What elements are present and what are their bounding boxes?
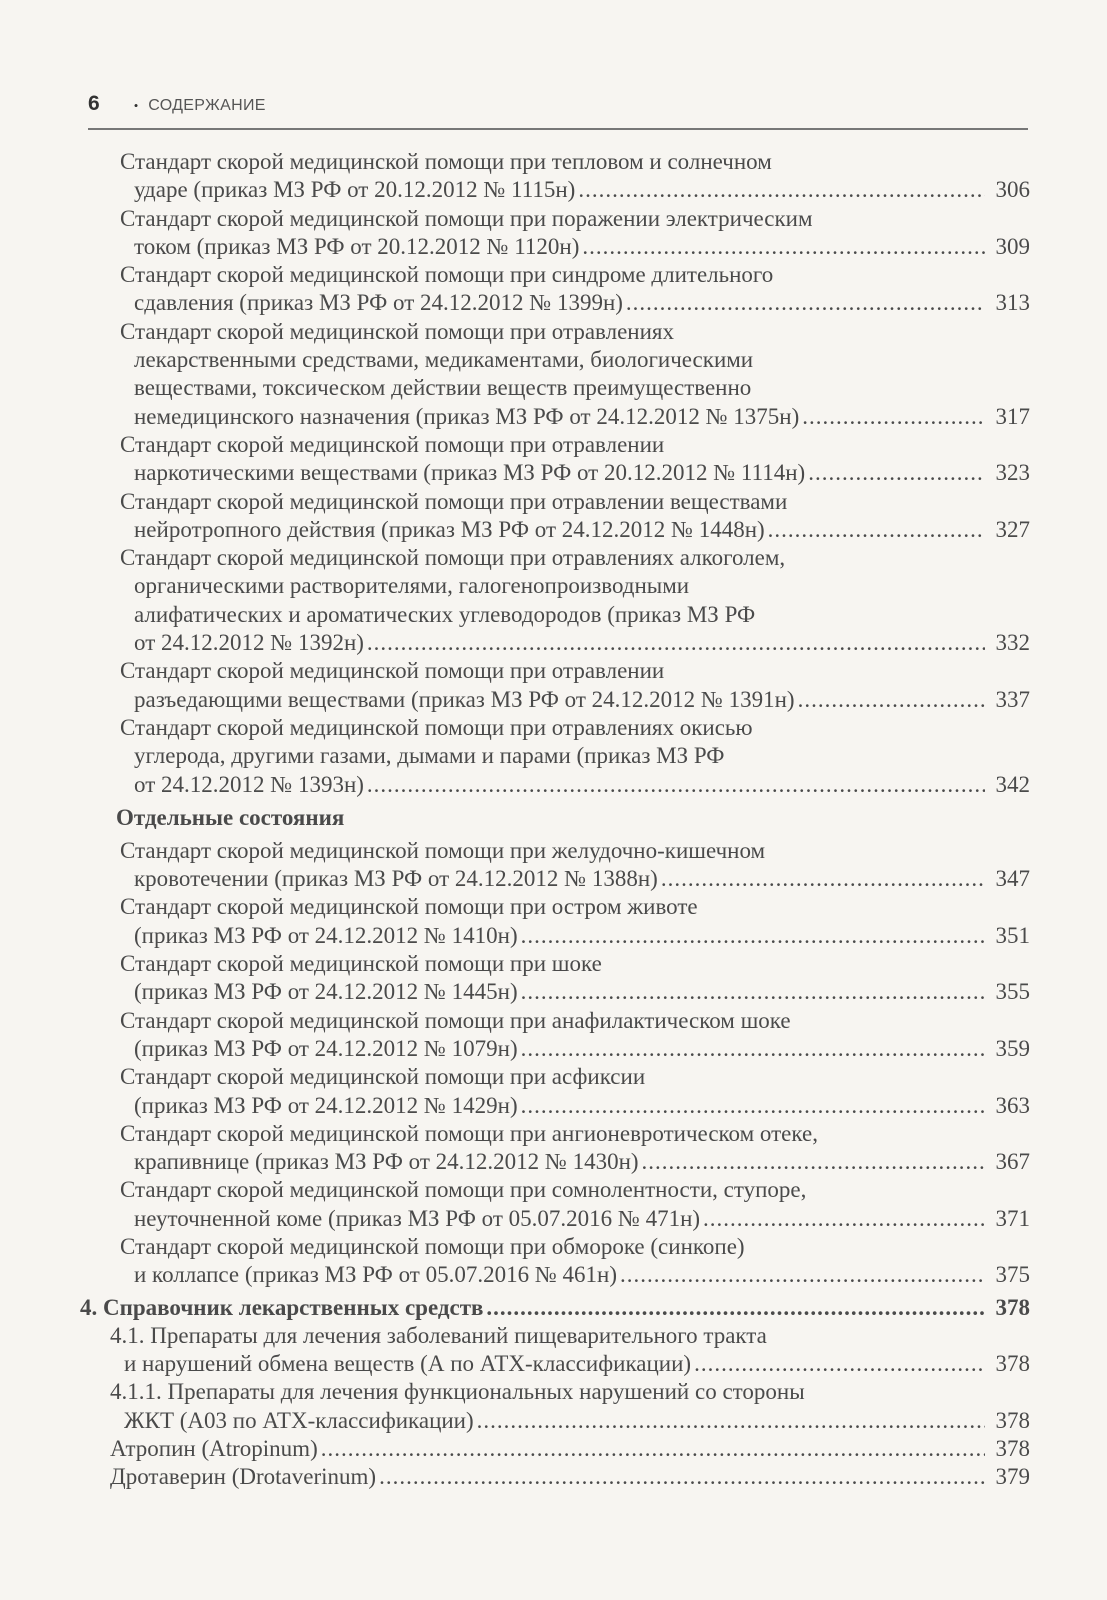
dot-leader (661, 865, 985, 893)
toc-entry-page: 378 (995, 1407, 1030, 1433)
dot-leader (578, 176, 985, 204)
toc-entry[interactable] (80, 657, 1030, 714)
toc-entry-text: Стандарт скорой медицинской помощи при отравлениях окисью (120, 714, 753, 740)
toc-entry-page: 337 (995, 686, 1030, 712)
toc-entry[interactable] (80, 1063, 1030, 1120)
header-bullet: • (133, 98, 139, 113)
toc-entry-text: Стандарт скорой медицинской помощи при остром животе (120, 894, 698, 920)
toc-entry-text: и коллапсе (приказ МЗ РФ от 05.07.2016 № 461н) (134, 1262, 617, 1288)
toc-entry-text: Стандарт скорой медицинской помощи при ангионевротическом отеке, (120, 1120, 818, 1146)
toc-entry-text: Дротаверин (Drotaverinum) (110, 1464, 377, 1490)
toc-entry[interactable] (80, 714, 1030, 799)
toc-entry-page: 367 (995, 1149, 1030, 1175)
toc-entry-page: 351 (995, 922, 1030, 948)
toc-chapter-title: 4. Справочник лекарственных средств (80, 1294, 484, 1320)
toc-entry-text: Стандарт скорой медицинской помощи при обмороке (синкопе) (120, 1233, 745, 1259)
toc-entry[interactable] (80, 1120, 1030, 1177)
toc-entry[interactable] (80, 1378, 1030, 1435)
toc-entry-text: наркотическими веществами (приказ МЗ РФ от 20.12.2012 № 1114н) (134, 460, 806, 486)
toc-entry[interactable] (80, 1176, 1030, 1233)
toc-entry-page: 309 (995, 233, 1030, 259)
toc-entry[interactable] (80, 1463, 1030, 1491)
toc-entry-text: Стандарт скорой медицинской помощи при синдроме длительного (120, 262, 774, 288)
toc-entry-page: 363 (995, 1092, 1030, 1118)
toc-entry-text: нейротропного действия (приказ МЗ РФ от 24.12.2012 № 1448н) (134, 516, 765, 542)
dot-leader (486, 1294, 985, 1322)
toc-chapter[interactable] (80, 1294, 1030, 1322)
dot-leader (367, 629, 985, 657)
toc-entry-text: Стандарт скорой медицинской помощи при поражении электрическим (120, 205, 813, 231)
toc-entry-text: немедицинского назначения (приказ МЗ РФ от 24.12.2012 № 1375н) (134, 403, 800, 429)
toc-entry-page: 379 (995, 1464, 1030, 1490)
dot-leader (521, 922, 985, 950)
toc-entry-text: лекарственными средствами, медикаментами, биологическими (134, 347, 754, 373)
toc-entry-page: 306 (995, 177, 1030, 203)
toc-entry-text: ударе (приказ МЗ РФ от 20.12.2012 № 1115н) (134, 177, 576, 203)
toc-entry-text: Стандарт скорой медицинской помощи при отравлениях алкоголем, (120, 545, 786, 571)
header-section-title: СОДЕРЖАНИЕ (148, 97, 266, 114)
toc-entry-page: 355 (995, 979, 1030, 1005)
dot-leader (703, 1205, 985, 1233)
dot-leader (477, 1407, 985, 1435)
toc-entry[interactable] (80, 261, 1030, 318)
toc-entry[interactable] (80, 950, 1030, 1007)
toc-entry-text: Стандарт скорой медицинской помощи при отравлении (120, 658, 665, 684)
dot-leader (626, 289, 985, 317)
toc-entry-text: Атропин (Atropinum) (110, 1436, 318, 1462)
toc-entry[interactable] (80, 488, 1030, 545)
toc-entry[interactable] (80, 1233, 1030, 1290)
toc-entry-text: от 24.12.2012 № 1392н) (134, 630, 364, 656)
toc-entry-page: 359 (995, 1035, 1030, 1061)
dot-leader (521, 1092, 985, 1120)
dot-leader (367, 771, 985, 799)
toc-entry[interactable] (80, 148, 1030, 205)
toc-block-drugs (80, 1322, 1030, 1492)
toc-entry-text: 4.1.1. Препараты для лечения функциональных нарушений со стороны (110, 1379, 805, 1405)
toc-entry-text: Стандарт скорой медицинской помощи при тепловом и солнечном (120, 149, 772, 174)
toc-entry-text: (приказ МЗ РФ от 24.12.2012 № 1410н) (134, 922, 518, 948)
toc-block-conditions (80, 837, 1030, 1290)
table-of-contents (80, 148, 1030, 1492)
dot-leader (694, 1350, 985, 1378)
dot-leader (802, 403, 985, 431)
toc-entry-text: Стандарт скорой медицинской помощи при сомнолентности, ступоре, (120, 1177, 807, 1203)
toc-entry-text: кровотечении (приказ МЗ РФ от 24.12.2012 № 1388н) (134, 866, 658, 892)
toc-entry-page: 378 (995, 1351, 1030, 1377)
toc-entry-page: 317 (995, 403, 1030, 429)
toc-entry-text: неуточненной коме (приказ МЗ РФ от 05.07.2016 № 471н) (134, 1205, 701, 1231)
toc-entry-page: 375 (995, 1262, 1030, 1288)
toc-entry-page: 323 (995, 460, 1030, 486)
toc-entry[interactable] (80, 837, 1030, 894)
toc-entry[interactable] (80, 1007, 1030, 1064)
toc-entry-text: крапивнице (приказ МЗ РФ от 24.12.2012 № 1430н) (134, 1149, 639, 1175)
toc-entry-text: Стандарт скорой медицинской помощи при анафилактическом шоке (120, 1007, 791, 1033)
toc-entry-text: Стандарт скорой медицинской помощи при отравлении веществами (120, 488, 788, 514)
toc-entry-text: разъедающими веществами (приказ МЗ РФ от 24.12.2012 № 1391н) (134, 686, 795, 712)
toc-entry-page: 313 (995, 290, 1030, 316)
toc-entry-text: 4.1. Препараты для лечения заболеваний пищеварительного тракта (110, 1322, 767, 1348)
toc-chapter-page: 378 (995, 1294, 1030, 1320)
toc-entry-text: и нарушений обмена веществ (А по АТХ-классификации) (124, 1351, 692, 1377)
dot-leader (798, 686, 985, 714)
dot-leader (521, 978, 985, 1006)
toc-entry-page: 332 (995, 630, 1030, 656)
toc-entry-text: током (приказ МЗ РФ от 20.12.2012 № 1120н) (134, 233, 580, 259)
toc-entry[interactable] (80, 318, 1030, 431)
toc-entry-text: ЖКТ (А03 по АТХ-классификации) (124, 1407, 474, 1433)
toc-entry-page: 327 (995, 516, 1030, 542)
toc-entry[interactable] (80, 431, 1030, 488)
toc-entry[interactable] (80, 1322, 1030, 1379)
dot-leader (642, 1148, 985, 1176)
dot-leader (321, 1435, 985, 1463)
toc-block-poisonings (80, 148, 1030, 799)
dot-leader (808, 459, 985, 487)
toc-entry-page: 378 (995, 1436, 1030, 1462)
dot-leader (582, 233, 985, 261)
toc-entry-text: веществами, токсическом действии веществ преимущественно (134, 375, 752, 401)
toc-entry-text: алифатических и ароматических углеводородов (приказ МЗ РФ (134, 601, 756, 627)
toc-entry[interactable] (80, 205, 1030, 262)
toc-group-title: Отдельные состояния (116, 804, 345, 830)
toc-entry[interactable] (80, 1435, 1030, 1463)
toc-entry-text: сдавления (приказ МЗ РФ от 24.12.2012 № 1399н) (134, 290, 623, 316)
toc-entry-text: органическими растворителями, галогенопроизводными (134, 573, 690, 599)
toc-entry[interactable] (80, 893, 1030, 950)
toc-entry-text: (приказ МЗ РФ от 24.12.2012 № 1079н) (134, 1035, 518, 1061)
dot-leader (521, 1035, 985, 1063)
toc-entry-text: (приказ МЗ РФ от 24.12.2012 № 1445н) (134, 979, 518, 1005)
dot-leader (768, 516, 985, 544)
toc-entry-text: Стандарт скорой медицинской помощи при желудочно-кишечном (120, 837, 766, 863)
toc-entry-text: Стандарт скорой медицинской помощи при шоке (120, 951, 602, 977)
toc-entry-text: (приказ МЗ РФ от 24.12.2012 № 1429н) (134, 1092, 518, 1118)
header-rule (88, 128, 1028, 130)
toc-entry-text: Стандарт скорой медицинской помощи при отравлении (120, 431, 665, 457)
page-number: 6 (88, 92, 100, 115)
toc-entry-page: 342 (995, 771, 1030, 797)
dot-leader (620, 1261, 985, 1289)
toc-entry-text: от 24.12.2012 № 1393н) (134, 771, 364, 797)
toc-entry-text: углерода, другими газами, дымами и парами (приказ МЗ РФ (134, 743, 725, 769)
running-header (88, 92, 1028, 116)
toc-entry-text: Стандарт скорой медицинской помощи при отравлениях (120, 318, 674, 344)
toc-entry-page: 371 (995, 1205, 1030, 1231)
toc-entry-text: Стандарт скорой медицинской помощи при асфиксии (120, 1064, 646, 1090)
toc-entry-page: 347 (995, 866, 1030, 892)
dot-leader (379, 1463, 985, 1491)
toc-entry[interactable] (80, 544, 1030, 657)
